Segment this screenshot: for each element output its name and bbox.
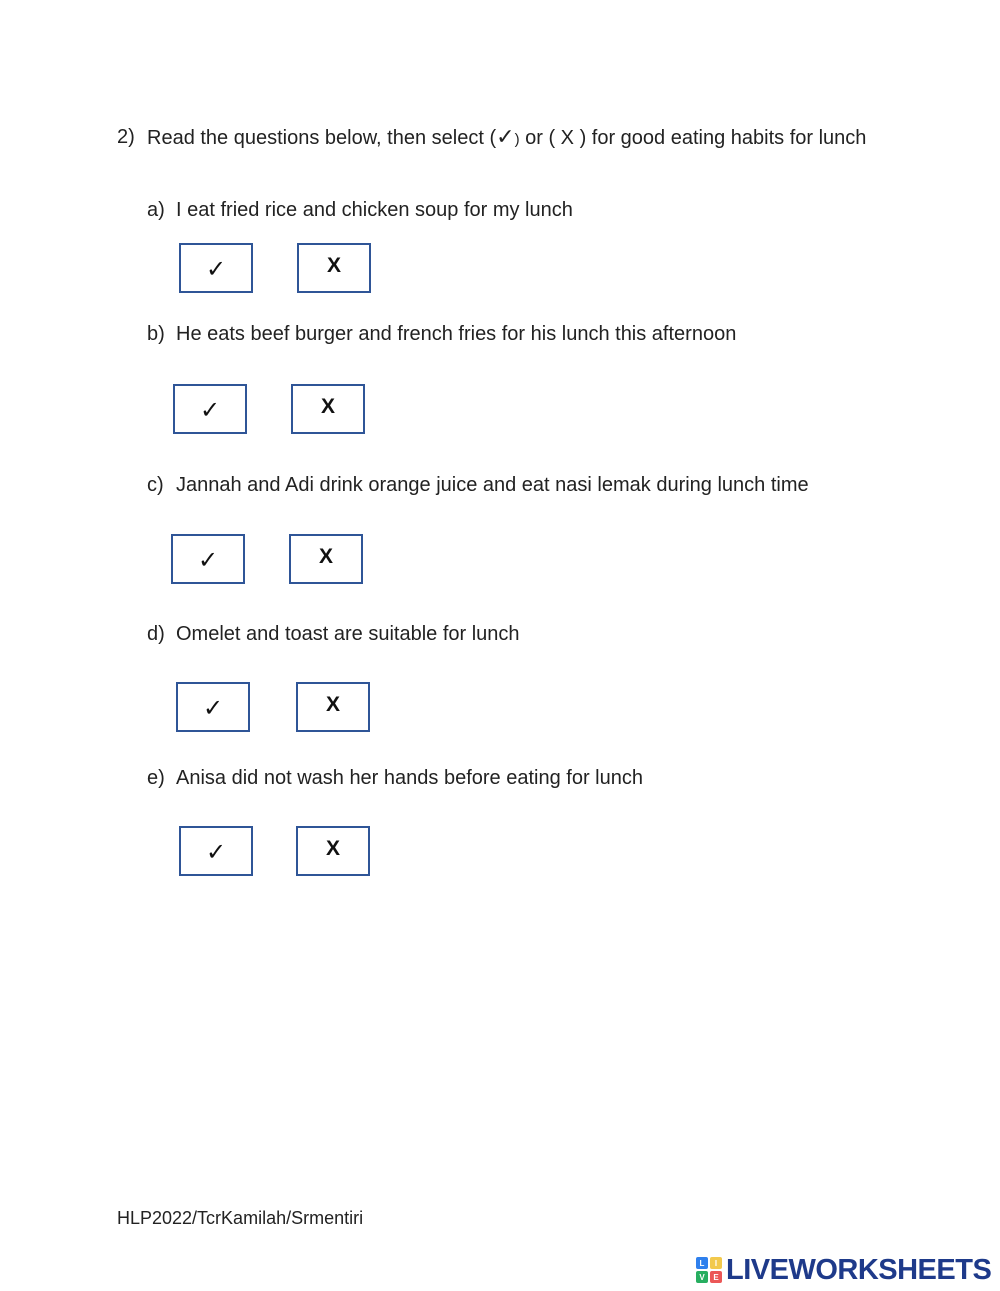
item-b-text: He eats beef burger and french fries for his lunch this afternoon [176, 323, 737, 345]
item-b-check-box[interactable] [173, 384, 247, 434]
check-icon: ✓ [205, 838, 227, 866]
question-text-middle: or ( X ) for good eating habits for lunch [519, 127, 867, 149]
question-text-before: Read the questions below, then select ( [147, 127, 497, 149]
item-a-check-box[interactable] [179, 243, 253, 293]
cross-icon: X [318, 545, 333, 568]
liveworksheets-logo-icon [696, 1257, 722, 1283]
cross-icon: X [320, 395, 335, 418]
logo-cell: I [710, 1257, 722, 1269]
item-e-cross-box[interactable] [296, 826, 370, 876]
cross-icon: X [326, 254, 341, 277]
item-c-text: Jannah and Adi drink orange juice and eat nasi lemak during lunch time [176, 474, 809, 496]
question-paren-close: ) [514, 131, 520, 148]
item-a-text: I eat fried rice and chicken soup for my lunch [176, 199, 573, 221]
logo-cell: V [696, 1271, 708, 1283]
logo-cell: E [710, 1271, 722, 1283]
check-icon: ✓ [205, 255, 227, 283]
footer-note: HLP2022/TcrKamilah/Srmentiri [117, 1208, 364, 1228]
brand-name: LIVEWORKSHEETS [726, 1253, 992, 1286]
check-symbol-inline: ✓ [496, 124, 515, 149]
item-b-letter: b) [147, 323, 165, 345]
item-c-letter: c) [147, 474, 164, 496]
liveworksheets-brand [696, 1252, 991, 1288]
item-e-letter: e) [147, 767, 165, 789]
check-icon: ✓ [197, 546, 219, 574]
item-d-text: Omelet and toast are suitable for lunch [176, 623, 520, 645]
item-d-cross-box[interactable] [296, 682, 370, 732]
check-icon: ✓ [199, 396, 221, 424]
check-icon: ✓ [202, 694, 224, 722]
item-e-check-box[interactable] [179, 826, 253, 876]
item-b-cross-box[interactable] [291, 384, 365, 434]
question-number: 2) [117, 126, 135, 148]
item-d-letter: d) [147, 623, 165, 645]
item-d-check-box[interactable] [176, 682, 250, 732]
item-c-check-box[interactable] [171, 534, 245, 584]
item-c-cross-box[interactable] [289, 534, 363, 584]
item-a-cross-box[interactable] [297, 243, 371, 293]
logo-cell: L [696, 1257, 708, 1269]
cross-icon: X [325, 837, 340, 860]
question-text [147, 123, 877, 154]
item-e-text: Anisa did not wash her hands before eating for lunch [176, 767, 643, 789]
item-a-letter: a) [147, 199, 165, 221]
cross-icon: X [325, 693, 340, 716]
